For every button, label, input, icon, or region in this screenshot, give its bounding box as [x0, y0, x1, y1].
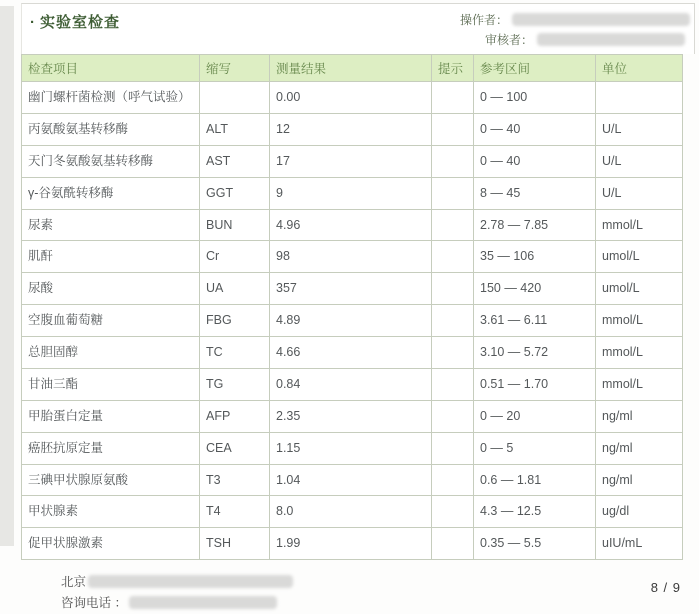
- cell-abbr: CEA: [200, 432, 270, 464]
- col-header-hint: 提示: [432, 55, 474, 82]
- cell-item: 丙氨酸氨基转移酶: [22, 113, 200, 145]
- cell-unit: U/L: [596, 113, 683, 145]
- footer-phone-label: 咨询电话 ：: [61, 596, 127, 611]
- cell-unit: mmol/L: [596, 368, 683, 400]
- cell-unit: uIU/mL: [596, 528, 683, 560]
- cell-result: 17: [270, 145, 432, 177]
- cell-hint: [432, 209, 474, 241]
- cell-range: 0 — 40: [474, 113, 596, 145]
- cell-range: 35 — 106: [474, 241, 596, 273]
- cell-abbr: Cr: [200, 241, 270, 273]
- table-row: [22, 496, 683, 528]
- cell-abbr: T4: [200, 496, 270, 528]
- cell-result: 1.15: [270, 432, 432, 464]
- cell-hint: [432, 496, 474, 528]
- cell-unit: ug/dl: [596, 496, 683, 528]
- cell-hint: [432, 464, 474, 496]
- cell-unit: mmol/L: [596, 337, 683, 369]
- cell-range: 3.61 — 6.11: [474, 305, 596, 337]
- cell-result: 357: [270, 273, 432, 305]
- cell-unit: ng/ml: [596, 400, 683, 432]
- footer-contact-block: [61, 572, 293, 614]
- cell-item: 尿酸: [22, 273, 200, 305]
- cell-hint: [432, 337, 474, 369]
- col-header-range: 参考区间: [474, 55, 596, 82]
- cell-item: 甲胎蛋白定量: [22, 400, 200, 432]
- cell-item: 总胆固醇: [22, 337, 200, 369]
- cell-result: 1.04: [270, 464, 432, 496]
- cell-hint: [432, 145, 474, 177]
- cell-abbr: BUN: [200, 209, 270, 241]
- cell-unit: U/L: [596, 145, 683, 177]
- cell-result: 0.84: [270, 368, 432, 400]
- table-row: [22, 337, 683, 369]
- table-row: [22, 145, 683, 177]
- col-header-result: 测量结果: [270, 55, 432, 82]
- cell-abbr: TG: [200, 368, 270, 400]
- table-row: [22, 305, 683, 337]
- cell-hint: [432, 400, 474, 432]
- cell-result: 98: [270, 241, 432, 273]
- cell-unit: [596, 82, 683, 114]
- cell-result: 4.66: [270, 337, 432, 369]
- cell-unit: U/L: [596, 177, 683, 209]
- reviewer-row: [485, 31, 690, 48]
- operator-row: [460, 11, 690, 28]
- cell-abbr: T3: [200, 464, 270, 496]
- cell-unit: mmol/L: [596, 209, 683, 241]
- cell-range: 0.51 — 1.70: [474, 368, 596, 400]
- cell-result: 4.89: [270, 305, 432, 337]
- cell-range: 0.35 — 5.5: [474, 528, 596, 560]
- cell-unit: ng/ml: [596, 464, 683, 496]
- cell-range: 0 — 20: [474, 400, 596, 432]
- table-row: [22, 177, 683, 209]
- operator-block: [460, 11, 690, 51]
- table-row: [22, 241, 683, 273]
- cell-item: 甲状腺素: [22, 496, 200, 528]
- footer-phone-line: [61, 593, 293, 611]
- cell-hint: [432, 432, 474, 464]
- reviewer-redacted-value: [537, 33, 685, 46]
- cell-item: 空腹血葡萄糖: [22, 305, 200, 337]
- cell-item: 尿素: [22, 209, 200, 241]
- cell-abbr: AFP: [200, 400, 270, 432]
- operator-label: 操作者：: [459, 13, 508, 27]
- section-title: [30, 11, 120, 32]
- page-left-margin: [0, 6, 14, 546]
- table-row: [22, 464, 683, 496]
- cell-item: 三碘甲状腺原氨酸: [22, 464, 200, 496]
- cell-hint: [432, 305, 474, 337]
- table-row: [22, 113, 683, 145]
- table-header-row: [22, 55, 683, 82]
- cell-result: 8.0: [270, 496, 432, 528]
- table-row: [22, 528, 683, 560]
- cell-hint: [432, 368, 474, 400]
- cell-range: 8 — 45: [474, 177, 596, 209]
- cell-abbr: UA: [200, 273, 270, 305]
- cell-abbr: FBG: [200, 305, 270, 337]
- cell-item: 肌酐: [22, 241, 200, 273]
- cell-item: 天门冬氨酸氨基转移酶: [22, 145, 200, 177]
- col-header-item: 检查项目: [22, 55, 200, 82]
- footer-phone-redacted: [129, 596, 277, 609]
- table-row: [22, 82, 683, 114]
- cell-unit: umol/L: [596, 273, 683, 305]
- page-number: 8 / 9: [650, 580, 681, 596]
- cell-hint: [432, 528, 474, 560]
- cell-result: 9: [270, 177, 432, 209]
- cell-abbr: ALT: [200, 113, 270, 145]
- cell-result: 2.35: [270, 400, 432, 432]
- footer-org-redacted: [88, 575, 293, 588]
- title-bullet: ·: [30, 14, 36, 31]
- cell-result: 0.00: [270, 82, 432, 114]
- table-row: [22, 400, 683, 432]
- cell-unit: ng/ml: [596, 432, 683, 464]
- cell-item: 幽门螺杆菌检测（呼气试验）: [22, 82, 200, 114]
- cell-abbr: [200, 82, 270, 114]
- page-footer: [21, 572, 695, 614]
- cell-hint: [432, 241, 474, 273]
- cell-item: 癌胚抗原定量: [22, 432, 200, 464]
- cell-unit: umol/L: [596, 241, 683, 273]
- cell-range: 4.3 — 12.5: [474, 496, 596, 528]
- cell-item: 促甲状腺激素: [22, 528, 200, 560]
- cell-result: 1.99: [270, 528, 432, 560]
- cell-hint: [432, 273, 474, 305]
- cell-hint: [432, 82, 474, 114]
- reviewer-label: 审核者：: [484, 33, 533, 47]
- section-title-text: 实验室检查: [40, 14, 121, 31]
- cell-range: 0 — 40: [474, 145, 596, 177]
- lab-report-page: [21, 3, 695, 614]
- cell-result: 12: [270, 113, 432, 145]
- cell-range: 150 — 420: [474, 273, 596, 305]
- lab-results-table: [21, 54, 683, 560]
- cell-abbr: AST: [200, 145, 270, 177]
- header-bar: [21, 3, 695, 54]
- table-row: [22, 273, 683, 305]
- col-header-abbr: 缩写: [200, 55, 270, 82]
- cell-range: 0 — 100: [474, 82, 596, 114]
- cell-range: 3.10 — 5.72: [474, 337, 596, 369]
- cell-result: 4.96: [270, 209, 432, 241]
- cell-item: γ-谷氨酰转移酶: [22, 177, 200, 209]
- col-header-unit: 单位: [596, 55, 683, 82]
- cell-hint: [432, 177, 474, 209]
- cell-abbr: GGT: [200, 177, 270, 209]
- table-row: [22, 209, 683, 241]
- table-row: [22, 368, 683, 400]
- table-body: [22, 82, 683, 560]
- table-row: [22, 432, 683, 464]
- cell-abbr: TSH: [200, 528, 270, 560]
- cell-hint: [432, 113, 474, 145]
- cell-range: 0 — 5: [474, 432, 596, 464]
- cell-abbr: TC: [200, 337, 270, 369]
- cell-range: 2.78 — 7.85: [474, 209, 596, 241]
- cell-item: 甘油三酯: [22, 368, 200, 400]
- cell-range: 0.6 — 1.81: [474, 464, 596, 496]
- footer-org-prefix: 北京: [61, 575, 87, 590]
- operator-redacted-value: [512, 13, 690, 26]
- cell-unit: mmol/L: [596, 305, 683, 337]
- footer-org-line: [61, 572, 293, 590]
